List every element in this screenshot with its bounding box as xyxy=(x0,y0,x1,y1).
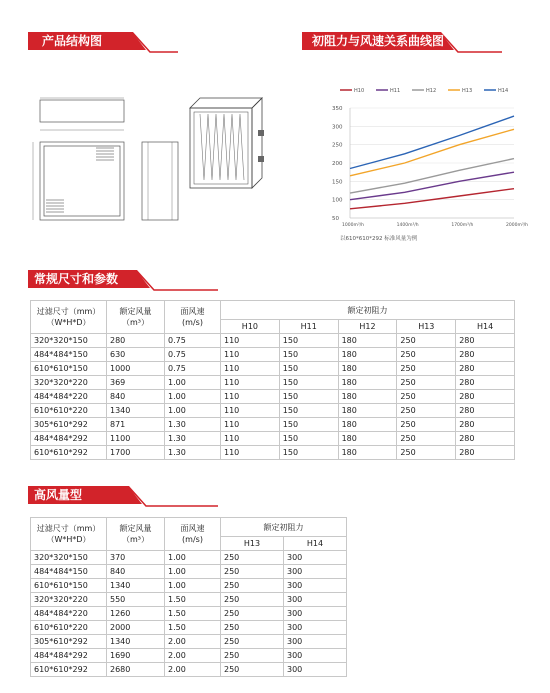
table-cell: 610*610*220 xyxy=(31,621,107,635)
table-cell: 180 xyxy=(338,446,397,460)
high-flow-table xyxy=(30,517,347,677)
table-cell: 180 xyxy=(338,376,397,390)
table-row xyxy=(31,635,347,649)
table-cell: 250 xyxy=(221,621,284,635)
table-cell: 250 xyxy=(397,418,456,432)
table-row xyxy=(31,565,347,579)
table-cell: 180 xyxy=(338,390,397,404)
grade-header: H11 xyxy=(279,320,338,334)
table-cell: 280 xyxy=(456,446,515,460)
grade-header: H14 xyxy=(284,537,347,551)
table-cell: 150 xyxy=(279,446,338,460)
table-cell: 1690 xyxy=(107,649,165,663)
y-tick-label: 300 xyxy=(332,124,343,131)
table-cell: 250 xyxy=(397,432,456,446)
table-cell: 250 xyxy=(397,334,456,348)
table-row xyxy=(31,551,347,565)
table-cell: 484*484*150 xyxy=(31,348,107,362)
table-cell: 250 xyxy=(221,579,284,593)
table-cell: 300 xyxy=(284,635,347,649)
table-cell: 180 xyxy=(338,362,397,376)
table-cell: 1.00 xyxy=(165,579,221,593)
table-cell: 180 xyxy=(338,418,397,432)
table-row xyxy=(31,334,515,348)
table-cell: 110 xyxy=(221,334,280,348)
table-cell: 300 xyxy=(284,663,347,677)
table-cell: 280 xyxy=(456,334,515,348)
series-line-h13 xyxy=(350,129,514,176)
table-cell: 280 xyxy=(107,334,165,348)
standard-banner xyxy=(28,270,218,292)
table-row xyxy=(31,376,515,390)
table-cell: 1.30 xyxy=(165,418,221,432)
table-cell: 180 xyxy=(338,432,397,446)
table-cell: 1000 xyxy=(107,362,165,376)
table-cell: 110 xyxy=(221,432,280,446)
legend-label: H10 xyxy=(354,88,365,94)
table-row xyxy=(31,663,347,677)
table-cell: 300 xyxy=(284,621,347,635)
table-cell: 250 xyxy=(397,362,456,376)
grade-header: H12 xyxy=(338,320,397,334)
speed-header: 面风速 (m/s) xyxy=(165,518,221,551)
table-cell: 300 xyxy=(284,565,347,579)
table-cell: 610*610*292 xyxy=(31,663,107,677)
table-cell: 250 xyxy=(221,635,284,649)
table-cell: 150 xyxy=(279,334,338,348)
grade-header: H13 xyxy=(221,537,284,551)
table-cell: 300 xyxy=(284,607,347,621)
table-cell: 150 xyxy=(279,390,338,404)
table-cell: 150 xyxy=(279,432,338,446)
table-cell: 1260 xyxy=(107,607,165,621)
standard-title: 常规尺寸和参数 xyxy=(34,272,119,286)
structure-banner xyxy=(28,32,178,54)
table-cell: 840 xyxy=(107,565,165,579)
table-cell: 110 xyxy=(221,362,280,376)
table-cell: 305*610*292 xyxy=(31,418,107,432)
table-cell: 610*610*220 xyxy=(31,404,107,418)
table-cell: 0.75 xyxy=(165,348,221,362)
table-row xyxy=(31,362,515,376)
table-cell: 250 xyxy=(221,565,284,579)
table-cell: 150 xyxy=(279,404,338,418)
table-cell: 320*320*150 xyxy=(31,334,107,348)
speed-header: 面风速 (m/s) xyxy=(165,301,221,334)
table-cell: 250 xyxy=(221,649,284,663)
table-row xyxy=(31,418,515,432)
table-cell: 369 xyxy=(107,376,165,390)
table-cell: 150 xyxy=(279,348,338,362)
series-line-h10 xyxy=(350,189,514,209)
table-cell: 180 xyxy=(338,404,397,418)
table-cell: 1.50 xyxy=(165,593,221,607)
table-cell: 1700 xyxy=(107,446,165,460)
x-tick-label: 1400m³/h xyxy=(396,223,419,228)
y-tick-label: 200 xyxy=(332,161,343,167)
y-tick-label: 150 xyxy=(332,179,343,186)
table-cell: 484*484*292 xyxy=(31,649,107,663)
table-cell: 1.00 xyxy=(165,565,221,579)
table-cell: 1.00 xyxy=(165,551,221,565)
table-cell: 300 xyxy=(284,649,347,663)
table-row xyxy=(31,404,515,418)
table-cell: 180 xyxy=(338,334,397,348)
table-cell: 871 xyxy=(107,418,165,432)
table-cell: 300 xyxy=(284,551,347,565)
grade-header: H13 xyxy=(397,320,456,334)
chart-title: 初阻力与风速关系曲线图 xyxy=(312,34,445,48)
table-cell: 1340 xyxy=(107,635,165,649)
table-cell: 610*610*150 xyxy=(31,579,107,593)
table-cell: 250 xyxy=(221,663,284,677)
table-cell: 320*320*220 xyxy=(31,376,107,390)
flow-header: 额定风量 （m³） xyxy=(107,518,165,551)
table-cell: 280 xyxy=(456,348,515,362)
y-tick-label: 100 xyxy=(332,197,343,204)
table-cell: 250 xyxy=(221,607,284,621)
table-row xyxy=(31,621,347,635)
legend-label: H13 xyxy=(462,88,473,94)
table-cell: 1.00 xyxy=(165,390,221,404)
table-cell: 280 xyxy=(456,376,515,390)
table-cell: 250 xyxy=(397,348,456,362)
table-cell: 610*610*150 xyxy=(31,362,107,376)
size-header: 过滤尺寸（mm） （W*H*D） xyxy=(31,301,107,334)
table-cell: 1340 xyxy=(107,404,165,418)
table-row xyxy=(31,432,515,446)
y-tick-label: 50 xyxy=(332,216,339,222)
structure-title: 产品结构图 xyxy=(42,34,103,48)
table-cell: 320*320*150 xyxy=(31,551,107,565)
table-cell: 280 xyxy=(456,432,515,446)
table-cell: 280 xyxy=(456,404,515,418)
x-tick-label: 1700m³/h xyxy=(451,223,474,228)
legend-label: H12 xyxy=(426,88,437,94)
flow-header: 额定风量 （m³） xyxy=(107,301,165,334)
table-cell: 110 xyxy=(221,348,280,362)
table-cell: 305*610*292 xyxy=(31,635,107,649)
legend-label: H14 xyxy=(498,88,509,94)
table-cell: 250 xyxy=(397,376,456,390)
structure-drawing xyxy=(30,90,290,240)
grade-header: H10 xyxy=(221,320,280,334)
table-cell: 110 xyxy=(221,446,280,460)
table-cell: 1.50 xyxy=(165,621,221,635)
table-row xyxy=(31,579,347,593)
resistance-header: 额定初阻力 xyxy=(221,518,347,537)
table-cell: 370 xyxy=(107,551,165,565)
table-cell: 110 xyxy=(221,418,280,432)
table-cell: 250 xyxy=(397,390,456,404)
table-row xyxy=(31,390,515,404)
table-cell: 110 xyxy=(221,390,280,404)
table-cell: 0.75 xyxy=(165,334,221,348)
table-cell: 280 xyxy=(456,390,515,404)
table-cell: 2.00 xyxy=(165,663,221,677)
table-cell: 550 xyxy=(107,593,165,607)
table-cell: 484*484*220 xyxy=(31,607,107,621)
table-cell: 1.30 xyxy=(165,432,221,446)
table-cell: 2.00 xyxy=(165,635,221,649)
x-tick-label: 2000m³/h xyxy=(506,223,529,228)
table-cell: 1100 xyxy=(107,432,165,446)
table-cell: 484*484*150 xyxy=(31,565,107,579)
table-cell: 300 xyxy=(284,593,347,607)
high-flow-title: 高风量型 xyxy=(34,488,83,502)
table-row xyxy=(31,348,515,362)
table-cell: 250 xyxy=(397,404,456,418)
table-row xyxy=(31,593,347,607)
legend-label: H11 xyxy=(390,88,401,94)
size-header: 过滤尺寸（mm） （W*H*D） xyxy=(31,518,107,551)
table-cell: 610*610*292 xyxy=(31,446,107,460)
resistance-chart xyxy=(302,80,542,245)
table-cell: 0.75 xyxy=(165,362,221,376)
series-line-h14 xyxy=(350,116,514,168)
table-cell: 250 xyxy=(221,551,284,565)
table-cell: 300 xyxy=(284,579,347,593)
table-cell: 320*320*220 xyxy=(31,593,107,607)
table-cell: 150 xyxy=(279,418,338,432)
resistance-header: 额定初阻力 xyxy=(221,301,515,320)
table-row xyxy=(31,446,515,460)
table-cell: 484*484*220 xyxy=(31,390,107,404)
table-cell: 840 xyxy=(107,390,165,404)
chart-banner xyxy=(302,32,502,54)
table-cell: 630 xyxy=(107,348,165,362)
table-row xyxy=(31,607,347,621)
high-flow-banner xyxy=(28,486,218,508)
table-cell: 250 xyxy=(221,593,284,607)
table-cell: 150 xyxy=(279,362,338,376)
grade-header: H14 xyxy=(456,320,515,334)
table-cell: 110 xyxy=(221,404,280,418)
table-cell: 180 xyxy=(338,348,397,362)
table-cell: 280 xyxy=(456,362,515,376)
standard-params-table xyxy=(30,300,515,460)
y-tick-label: 350 xyxy=(332,106,343,112)
table-cell: 1.00 xyxy=(165,404,221,418)
y-tick-label: 250 xyxy=(332,142,343,149)
table-row xyxy=(31,649,347,663)
table-cell: 250 xyxy=(397,446,456,460)
table-cell: 1.30 xyxy=(165,446,221,460)
x-tick-label: 1000m³/h xyxy=(342,223,365,228)
chart-note: 以610*610*292 标准风量为例 xyxy=(340,236,418,242)
table-cell: 1340 xyxy=(107,579,165,593)
table-cell: 280 xyxy=(456,418,515,432)
table-cell: 150 xyxy=(279,376,338,390)
table-cell: 2680 xyxy=(107,663,165,677)
table-cell: 2.00 xyxy=(165,649,221,663)
table-cell: 1.00 xyxy=(165,376,221,390)
table-cell: 1.50 xyxy=(165,607,221,621)
table-cell: 484*484*292 xyxy=(31,432,107,446)
table-cell: 110 xyxy=(221,376,280,390)
table-cell: 2000 xyxy=(107,621,165,635)
